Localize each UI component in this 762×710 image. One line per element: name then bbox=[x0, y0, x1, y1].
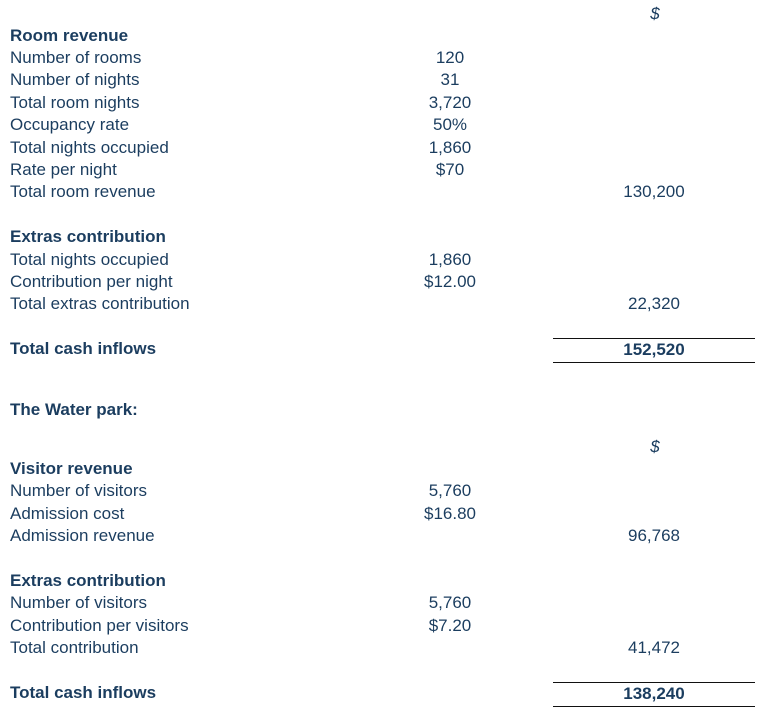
row-value: 31 bbox=[440, 70, 460, 89]
row-value: 120 bbox=[435, 48, 465, 67]
total-bottom-rule bbox=[553, 362, 755, 363]
row-label: Number of nights bbox=[10, 70, 140, 89]
total-cash-inflows-label: Total cash inflows bbox=[10, 683, 157, 702]
row-label: Total nights occupied bbox=[10, 250, 169, 269]
total-extras-value: 22,320 bbox=[628, 294, 680, 313]
total-cash-inflows-value: 138,240 bbox=[623, 684, 685, 703]
row-label: Number of visitors bbox=[10, 481, 147, 500]
currency-header: $ bbox=[650, 437, 660, 456]
row-value: $12.00 bbox=[424, 272, 476, 291]
extras-contribution-heading: Extras contribution bbox=[10, 227, 166, 246]
row-value: $70 bbox=[435, 160, 465, 179]
row-label: Number of rooms bbox=[10, 48, 142, 67]
total-bottom-rule bbox=[553, 706, 755, 707]
admission-revenue-value: 96,768 bbox=[628, 526, 680, 545]
total-room-revenue-value: 130,200 bbox=[623, 182, 685, 201]
extras-contribution-heading: Extras contribution bbox=[10, 571, 166, 590]
total-room-revenue-label: Total room revenue bbox=[10, 182, 156, 201]
room-revenue-heading: Room revenue bbox=[10, 26, 129, 45]
total-extras-label: Total extras contribution bbox=[10, 294, 190, 313]
row-label: Occupancy rate bbox=[10, 115, 130, 134]
row-value: 1,860 bbox=[428, 138, 472, 157]
row-label: Contribution per night bbox=[10, 272, 173, 291]
row-label: Number of visitors bbox=[10, 593, 147, 612]
admission-revenue-label: Admission revenue bbox=[10, 526, 155, 545]
row-value: 5,760 bbox=[428, 481, 472, 500]
row-value: 1,860 bbox=[428, 250, 472, 269]
total-cash-inflows-value: 152,520 bbox=[623, 340, 685, 359]
row-label: Admission cost bbox=[10, 504, 125, 523]
currency-header: $ bbox=[650, 4, 660, 23]
row-value: $7.20 bbox=[428, 616, 472, 635]
row-label: Total room nights bbox=[10, 93, 140, 112]
row-value: 3,720 bbox=[428, 93, 472, 112]
row-value: $16.80 bbox=[424, 504, 476, 523]
visitor-revenue-heading: Visitor revenue bbox=[10, 459, 133, 478]
total-cash-inflows-label: Total cash inflows bbox=[10, 339, 157, 358]
total-contribution-value: 41,472 bbox=[628, 638, 680, 657]
water-park-title: The Water park: bbox=[10, 400, 138, 419]
row-value: 50% bbox=[432, 115, 468, 134]
row-label: Rate per night bbox=[10, 160, 117, 179]
row-label: Contribution per visitors bbox=[10, 616, 189, 635]
row-label: Total nights occupied bbox=[10, 138, 169, 157]
total-contribution-label: Total contribution bbox=[10, 638, 139, 657]
row-value: 5,760 bbox=[428, 593, 472, 612]
